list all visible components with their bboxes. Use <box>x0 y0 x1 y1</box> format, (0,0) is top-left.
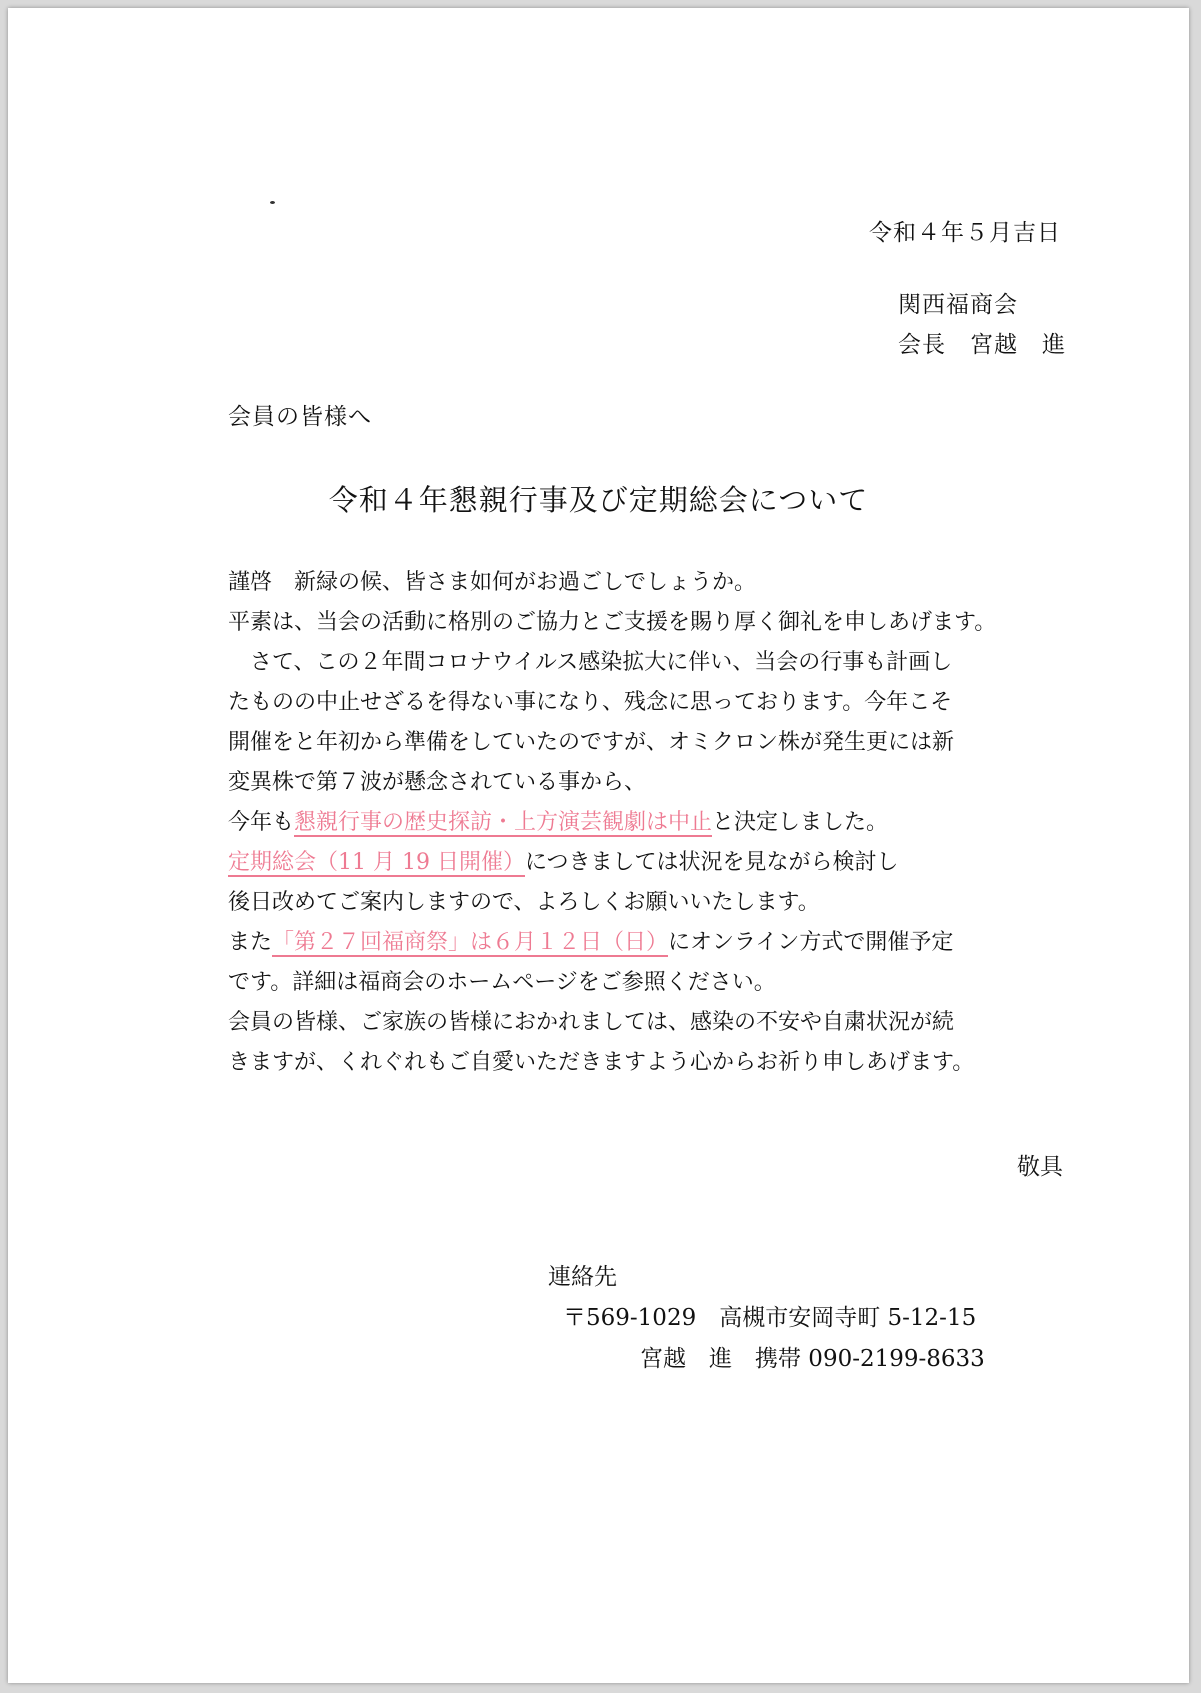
sender-name: 会長 宮越 進 <box>898 332 1066 358</box>
highlight-event-cancellation: 懇親行事の歴史探訪・上方演芸観劇は中止 <box>294 810 713 835</box>
letter-page <box>8 8 1189 1683</box>
body-line-cancellation <box>228 803 1108 843</box>
contact-address: 〒569-1029 高槻市安岡寺町 5-12-15 <box>563 1305 977 1331</box>
letter-title: 令和４年懇親行事及び定期総会について <box>328 483 869 517</box>
line-suffix: にオンライン方式で開催予定 <box>668 930 954 955</box>
body-line: 会員の皆様、ご家族の皆様におかれましては、感染の不安や自粛状況が続 <box>228 1010 955 1035</box>
body-line: きますが、くれぐれもご自愛いただきますよう心からお祈り申しあげます。 <box>228 1050 975 1075</box>
line-prefix: 今年も <box>228 810 295 835</box>
line-prefix: また <box>228 930 273 955</box>
body-line: さて、この２年間コロナウイルス感染拡大に伴い、当会の行事も計画し <box>228 650 953 675</box>
contact-phone: 宮越 進 携帯 090-2199-8633 <box>640 1346 985 1372</box>
line-suffix: と決定しました。 <box>712 810 889 835</box>
line-suffix: につきましては状況を見ながら検討し <box>524 850 899 875</box>
highlight-festival-date: 「第２７回福商祭」は６月１２日（日） <box>272 930 669 955</box>
body-line: 後日改めてご案内しますので、よろしくお願いいたします。 <box>228 890 820 915</box>
body-line: たものの中止せざるを得ない事になり、残念に思っております。今年こそ <box>228 690 953 715</box>
letter-date: 令和４年５月吉日 <box>869 220 1061 246</box>
scan-speck <box>270 201 275 204</box>
body-line: 謹啓 新緑の候、皆さま如何がお過ごしでしょうか。 <box>228 570 757 595</box>
addressee: 会員の皆様へ <box>228 404 372 430</box>
body-line-general-meeting <box>228 843 1108 883</box>
body-line: 開催をと年初から準備をしていたのですが、オミクロン株が発生更には新 <box>228 730 955 755</box>
closing-remark: 敬具 <box>1017 1154 1063 1180</box>
body-line: 変異株で第７波が懸念されている事から、 <box>228 770 647 795</box>
body-line: です。詳細は福商会のホームページをご参照ください。 <box>228 970 776 995</box>
letter-body <box>228 563 1108 1083</box>
body-line: 平素は、当会の活動に格別のご協力とご支援を賜り厚く御礼を申しあげます。 <box>228 610 997 635</box>
highlight-general-meeting: 定期総会（11 月 19 日開催） <box>228 850 525 875</box>
sender-organization: 関西福商会 <box>898 292 1018 318</box>
body-line-festival <box>228 923 1108 963</box>
contact-label: 連絡先 <box>548 1264 617 1290</box>
